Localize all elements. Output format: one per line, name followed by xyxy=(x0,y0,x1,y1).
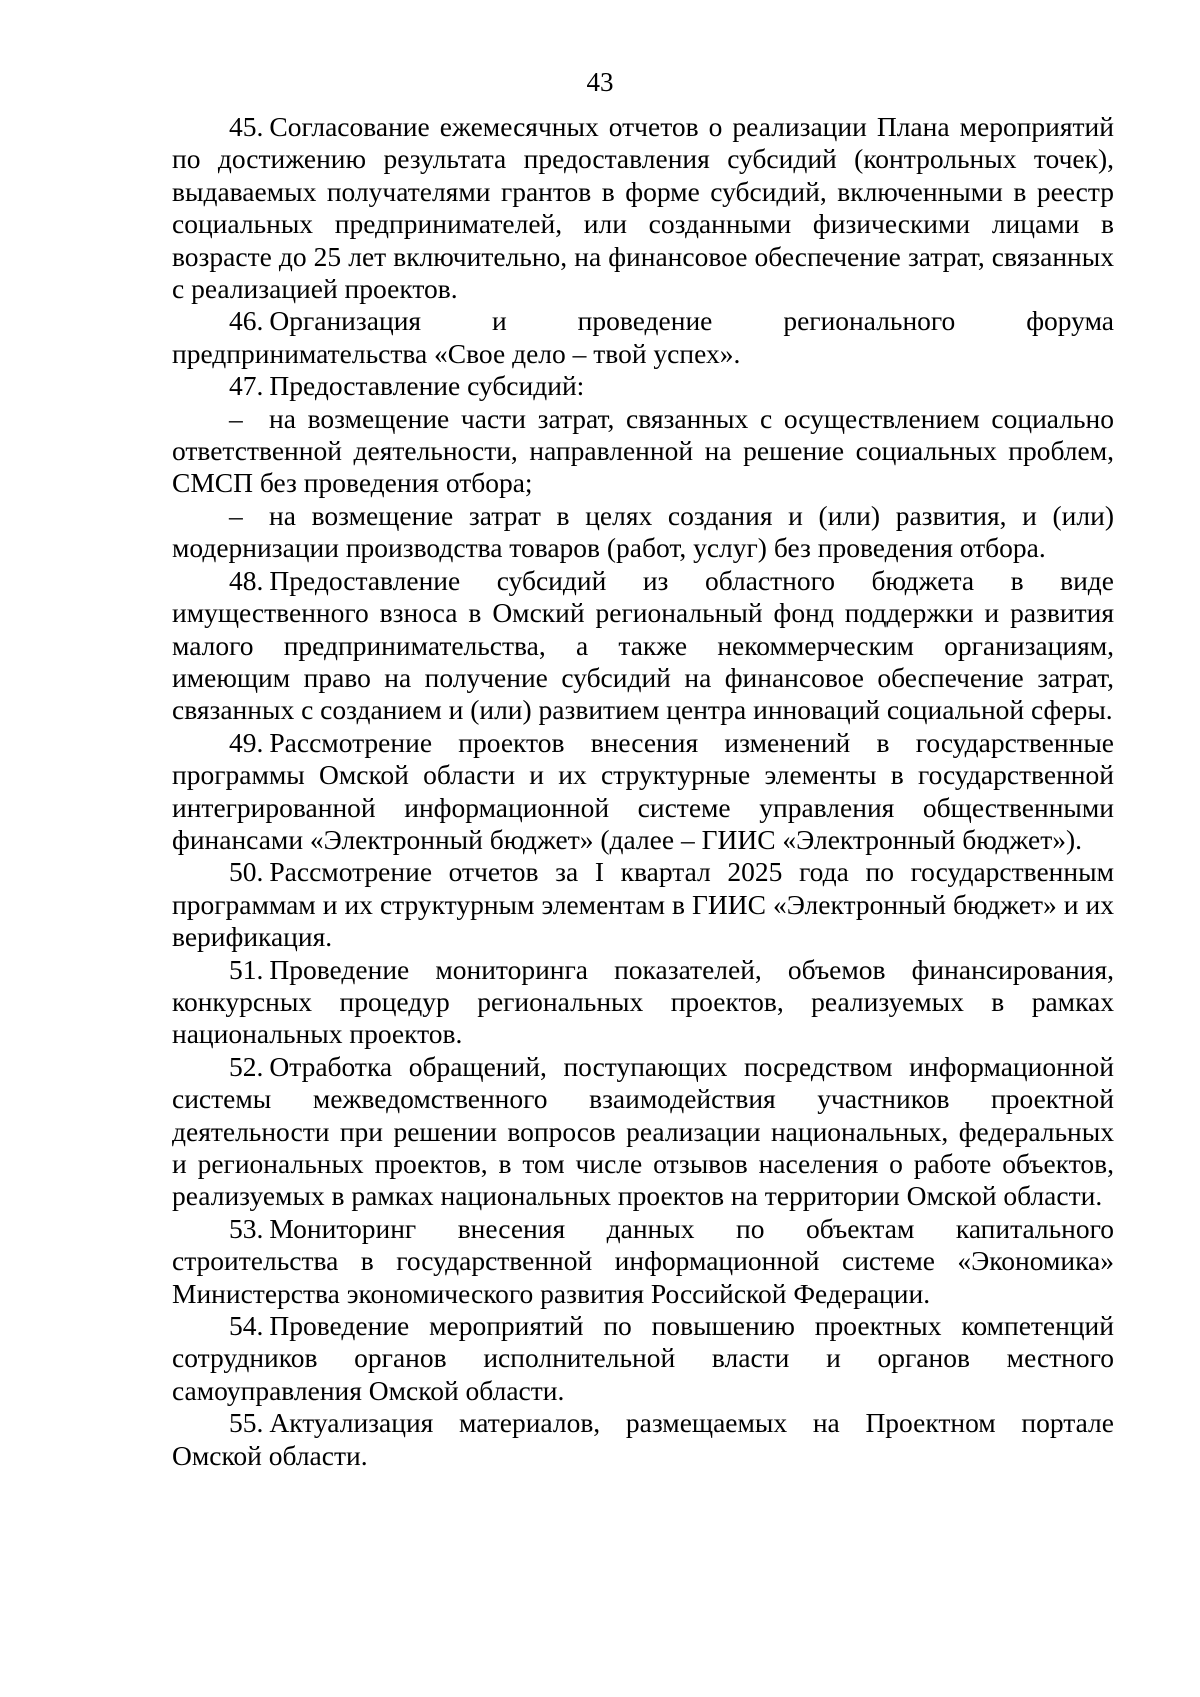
item-number: 54. xyxy=(229,1310,264,1342)
item-text: Предоставление субсидий: xyxy=(269,370,585,402)
item-number: 50. xyxy=(229,856,264,888)
list-item xyxy=(172,856,1114,953)
list-item xyxy=(172,305,1114,370)
item-text: Предоставление субсидий из областного бюджета в виде имущественного взноса в Омский региональный фонд поддержки и развития малого предпринимательства, а также некоммерческим организациям, имеющим право на получение субсидий на финансовое обеспечение затрат, связанных с созданием и (или) развитием центра инноваций социальной сферы. xyxy=(172,564,1114,726)
item-number: 53. xyxy=(229,1212,264,1244)
item-text: на возмещение затрат в целях создания и (или) развития, и (или) модернизации производства товаров (работ, услуг) без проведения отбора. xyxy=(172,499,1114,564)
dash-marker: – xyxy=(229,402,243,434)
list-item xyxy=(172,954,1114,1051)
item-text: Рассмотрение проектов внесения изменений в государственные программы Омской области и их структурные элементы в государственной интегрированной информационной системе управления общественными финансами «Электронный бюджет» (далее – ГИИС «Электронный бюджет»). xyxy=(172,726,1114,855)
list-item xyxy=(172,1310,1114,1407)
item-text: Актуализация материалов, размещаемых на Проектном портале Омской области. xyxy=(172,1407,1114,1471)
item-text: Отработка обращений, поступающих посредством информационной системы межведомственного взаимодействия участников проектной деятельности при решении вопросов реализации национальных, федеральных и региональных проектов, в том числе отзывов населения о работе объектов, реализуемых в рамках национальных проектов на территории Омской области. xyxy=(172,1050,1114,1212)
list-item xyxy=(172,370,1114,402)
item-number: 51. xyxy=(229,953,264,985)
item-text: Проведение мероприятий по повышению проектных компетенций сотрудников органов исполнительной власти и органов местного самоуправления Омской области. xyxy=(172,1310,1114,1406)
list-item xyxy=(172,1051,1114,1213)
item-text: на возмещение части затрат, связанных с осуществлением социально ответственной деятельности, направленной на решение социальных проблем, СМСП без проведения отбора; xyxy=(172,402,1114,499)
list-item xyxy=(172,111,1114,305)
list-item xyxy=(172,1213,1114,1310)
item-number: 55. xyxy=(229,1407,264,1439)
item-text: Рассмотрение отчетов за I квартал 2025 года по государственным программам и их структурным элементам в ГИИС «Электронный бюджет» и их верификация. xyxy=(172,856,1114,953)
document-body xyxy=(172,111,1114,1472)
dash-marker: – xyxy=(229,499,243,531)
item-number: 46. xyxy=(229,305,264,337)
list-item xyxy=(172,565,1114,727)
item-number: 52. xyxy=(229,1050,264,1082)
item-number: 49. xyxy=(229,726,264,758)
item-number: 48. xyxy=(229,564,264,596)
item-text: Проведение мониторинга показателей, объемов финансирования, конкурсных процедур региональных проектов, реализуемых в рамках национальных проектов. xyxy=(172,953,1114,1050)
sub-list-item xyxy=(172,500,1114,565)
list-item xyxy=(172,727,1114,857)
item-text: Согласование ежемесячных отчетов о реализации Плана мероприятий по достижению результата предоставления субсидий (контрольных точек), выдаваемых получателями грантов в форме субсидий, включенными в реестр социальных предпринимателей, или созданными физическими лицами в возрасте до 25 лет включительно, на финансовое обеспечение затрат, связанных с реализацией проектов. xyxy=(172,111,1114,305)
item-text: Организация и проведение регионального форума предпринимательства «Свое дело – твой успех». xyxy=(172,305,1114,369)
item-number: 45. xyxy=(229,111,264,142)
sub-list-item xyxy=(172,403,1114,500)
item-text: Мониторинг внесения данных по объектам капитального строительства в государственной информационной системе «Экономика» Министерства экономического развития Российской Федерации. xyxy=(172,1212,1114,1309)
item-number: 47. xyxy=(229,370,264,402)
page-number: 43 xyxy=(586,67,614,97)
list-item xyxy=(172,1407,1114,1472)
